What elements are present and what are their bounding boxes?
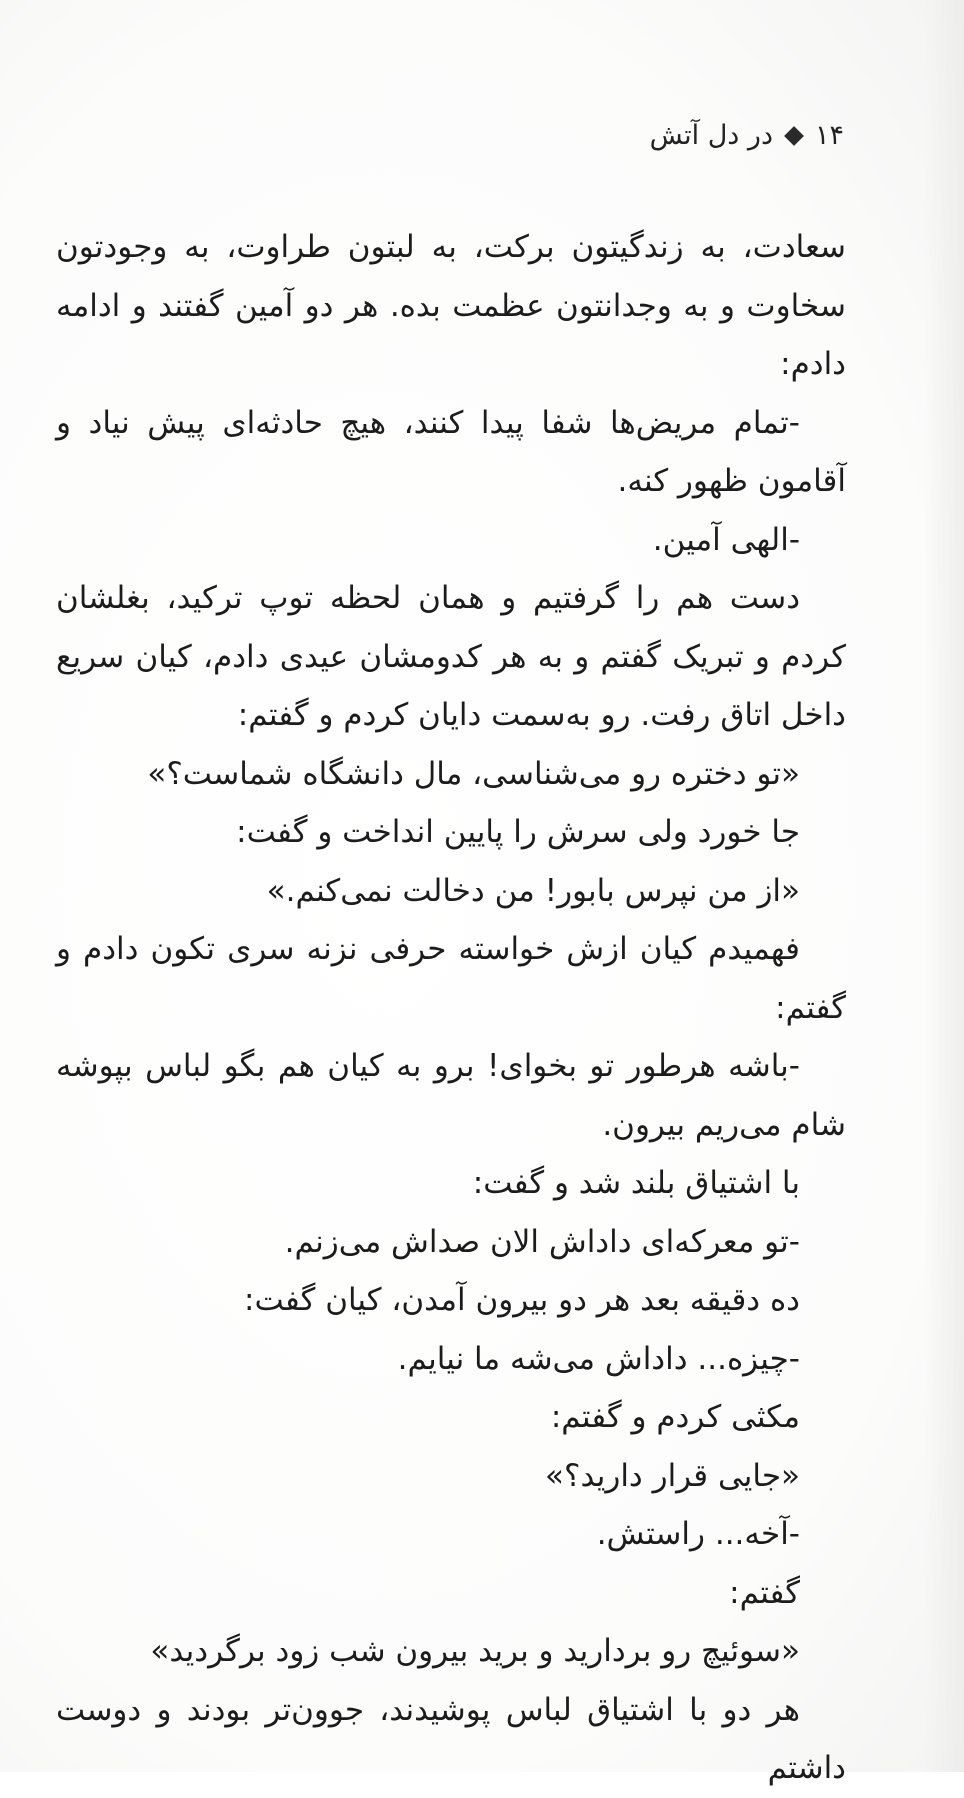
paragraph: فهمیدم کیان ازش خواسته حرفی نزنه سری تکون دادم و گفتم: [56,931,846,1026]
diamond-icon [784,126,804,146]
paragraph: -چیزه... داداش می‌شه ما نیایم. [397,1340,800,1377]
page-edge-shadow [924,0,964,1772]
paragraph: هر دو با اشتیاق لباس پوشیدند، جوون‌تر بودند و دوست داشتم [56,1691,846,1786]
paragraph: «سوئیچ رو بردارید و برید بیرون شب زود برگردید» [150,1633,800,1669]
book-title: در دل آتش [649,120,773,151]
page-body-text [56,218,846,1798]
paragraph: جا خورد ولی سرش را پایین انداخت و گفت: [236,814,800,850]
paragraph: سعادت، به زندگیتون برکت، به لبتون طراوت، به وجودتون سخاوت و به وجدانتون عظمت بده. هر دو آمین گفتند و ادامه دادم: [56,229,846,382]
paragraph: ده دقیقه بعد هر دو بیرون آمدن، کیان گفت: [244,1282,800,1318]
paragraph: -تمام مریض‌ها شفا پیدا کنند، هیچ حادثه‌ای پیش نیاد و آقامون ظهور کنه. [56,404,846,499]
paragraph: -آخه... راستش. [596,1516,800,1552]
paragraph: -باشه هرطور تو بخوای! برو به کیان هم بگو لباس بپوشه شام می‌ریم بیرون. [56,1048,846,1143]
paragraph: «از من نپرس بابور! من دخالت نمی‌کنم.» [266,872,800,909]
running-header [650,120,844,151]
paragraph: -الهی آمین. [652,521,800,558]
paragraph: -تو معرکه‌ای داداش الان صداش می‌زنم. [284,1223,800,1260]
paragraph: «تو دختره رو می‌شناسی، مال دانشگاه شماست؟» [147,755,800,792]
page-number: ۱۴ [814,120,844,151]
paragraph: با اشتیاق بلند شد و گفت: [472,1165,800,1201]
paragraph: دست هم را گرفتیم و همان لحظه توپ ترکید، بغلشان کردم و تبریک گفتم و به هر کدومشان عیدی دادم، کیان سریع داخل اتاق رفت. رو به‌سمت دایان کردم و گفتم: [56,580,846,733]
paragraph: مکثی کردم و گفتم: [550,1399,800,1435]
paragraph: «جایی قرار دارید؟» [545,1457,800,1494]
paragraph: گفتم: [729,1574,800,1611]
